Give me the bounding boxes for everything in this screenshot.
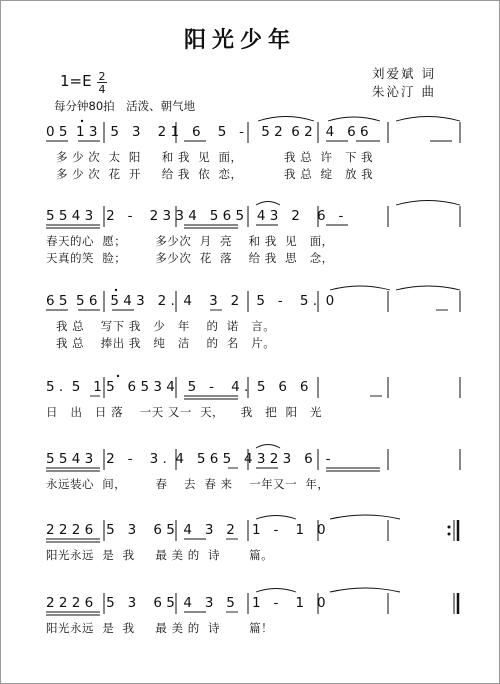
lyrics-verse-2: 我 总 捧出 我 纯 洁 的 名 片。 <box>56 336 276 350</box>
lyrics-verse-1: 阳光永远 是 我 最 美 的 诗 篇！ <box>46 621 274 635</box>
lyrics-verse-2: 多 少 次 花 开 给 我 依 恋， 我 总 绽 放 我 <box>56 167 374 181</box>
time-signature-bottom: 4 <box>98 83 106 96</box>
lyrics-verse-1: 春天的心 愿； 多少次 月 亮 和 我 见 面， <box>46 234 334 248</box>
time-signature-top: 2 <box>98 70 106 83</box>
notes-line: 5 5 4 3 2 - 3 . 4 5 6 5 4 3 2 3 6 - <box>46 451 331 467</box>
notes-line: 0 5 1 3 5 3 2 1 6 5 - 5 2 6 2 4 6 6 <box>46 124 369 140</box>
lyrics-verse-2: 天真的笑 脸； 多少次 花 落 给 我 思 念， <box>46 251 334 265</box>
lyrics-verse-1: 多 少 次 太 阳 和 我 见 面， 我 总 许 下 我 <box>56 150 374 164</box>
song-title: 阳光少年 <box>184 28 297 53</box>
notes-line: 2 2 2 6 5 3 6 5 4 3 5 1 - 1 0 <box>46 595 326 611</box>
lyrics-verse-1: 我 总 写下 我 少 年 的 诺 言。 <box>56 319 276 333</box>
notes-line: 5 . 5 1 5 6 5 3 4 5 - 4 . 5 6 6 <box>46 379 309 395</box>
lyricist-credit: 刘爱斌 词 <box>372 66 436 81</box>
notes-line: 5 5 4 3 2 - 2 3 3 4 5 6 5 4 3 2 6 - <box>46 208 344 224</box>
tempo-marking: 每分钟80拍 活泼、朝气地 <box>54 99 196 113</box>
composer-credit: 朱沁汀 曲 <box>372 84 436 99</box>
lyrics-verse-1: 日 出 日 落 一天 又一 天， 我 把 阳 光 <box>46 405 323 419</box>
lyrics-verse-1: 永远装心 间， 春 去 春 来 一年又一 年， <box>46 477 330 491</box>
notes-line: 6 5 5 6 5 4 3 2 . 4 3 2 5 - 5 . 0 <box>46 293 335 309</box>
notes-line: 2 2 2 6 5 3 6 5 4 3 2 1 - 1 0 <box>46 522 326 538</box>
lyrics-verse-1: 阳光永远 是 我 最 美 的 诗 篇。 <box>46 548 274 562</box>
key-signature: 1=E <box>60 72 92 90</box>
page-border <box>1 1 500 684</box>
